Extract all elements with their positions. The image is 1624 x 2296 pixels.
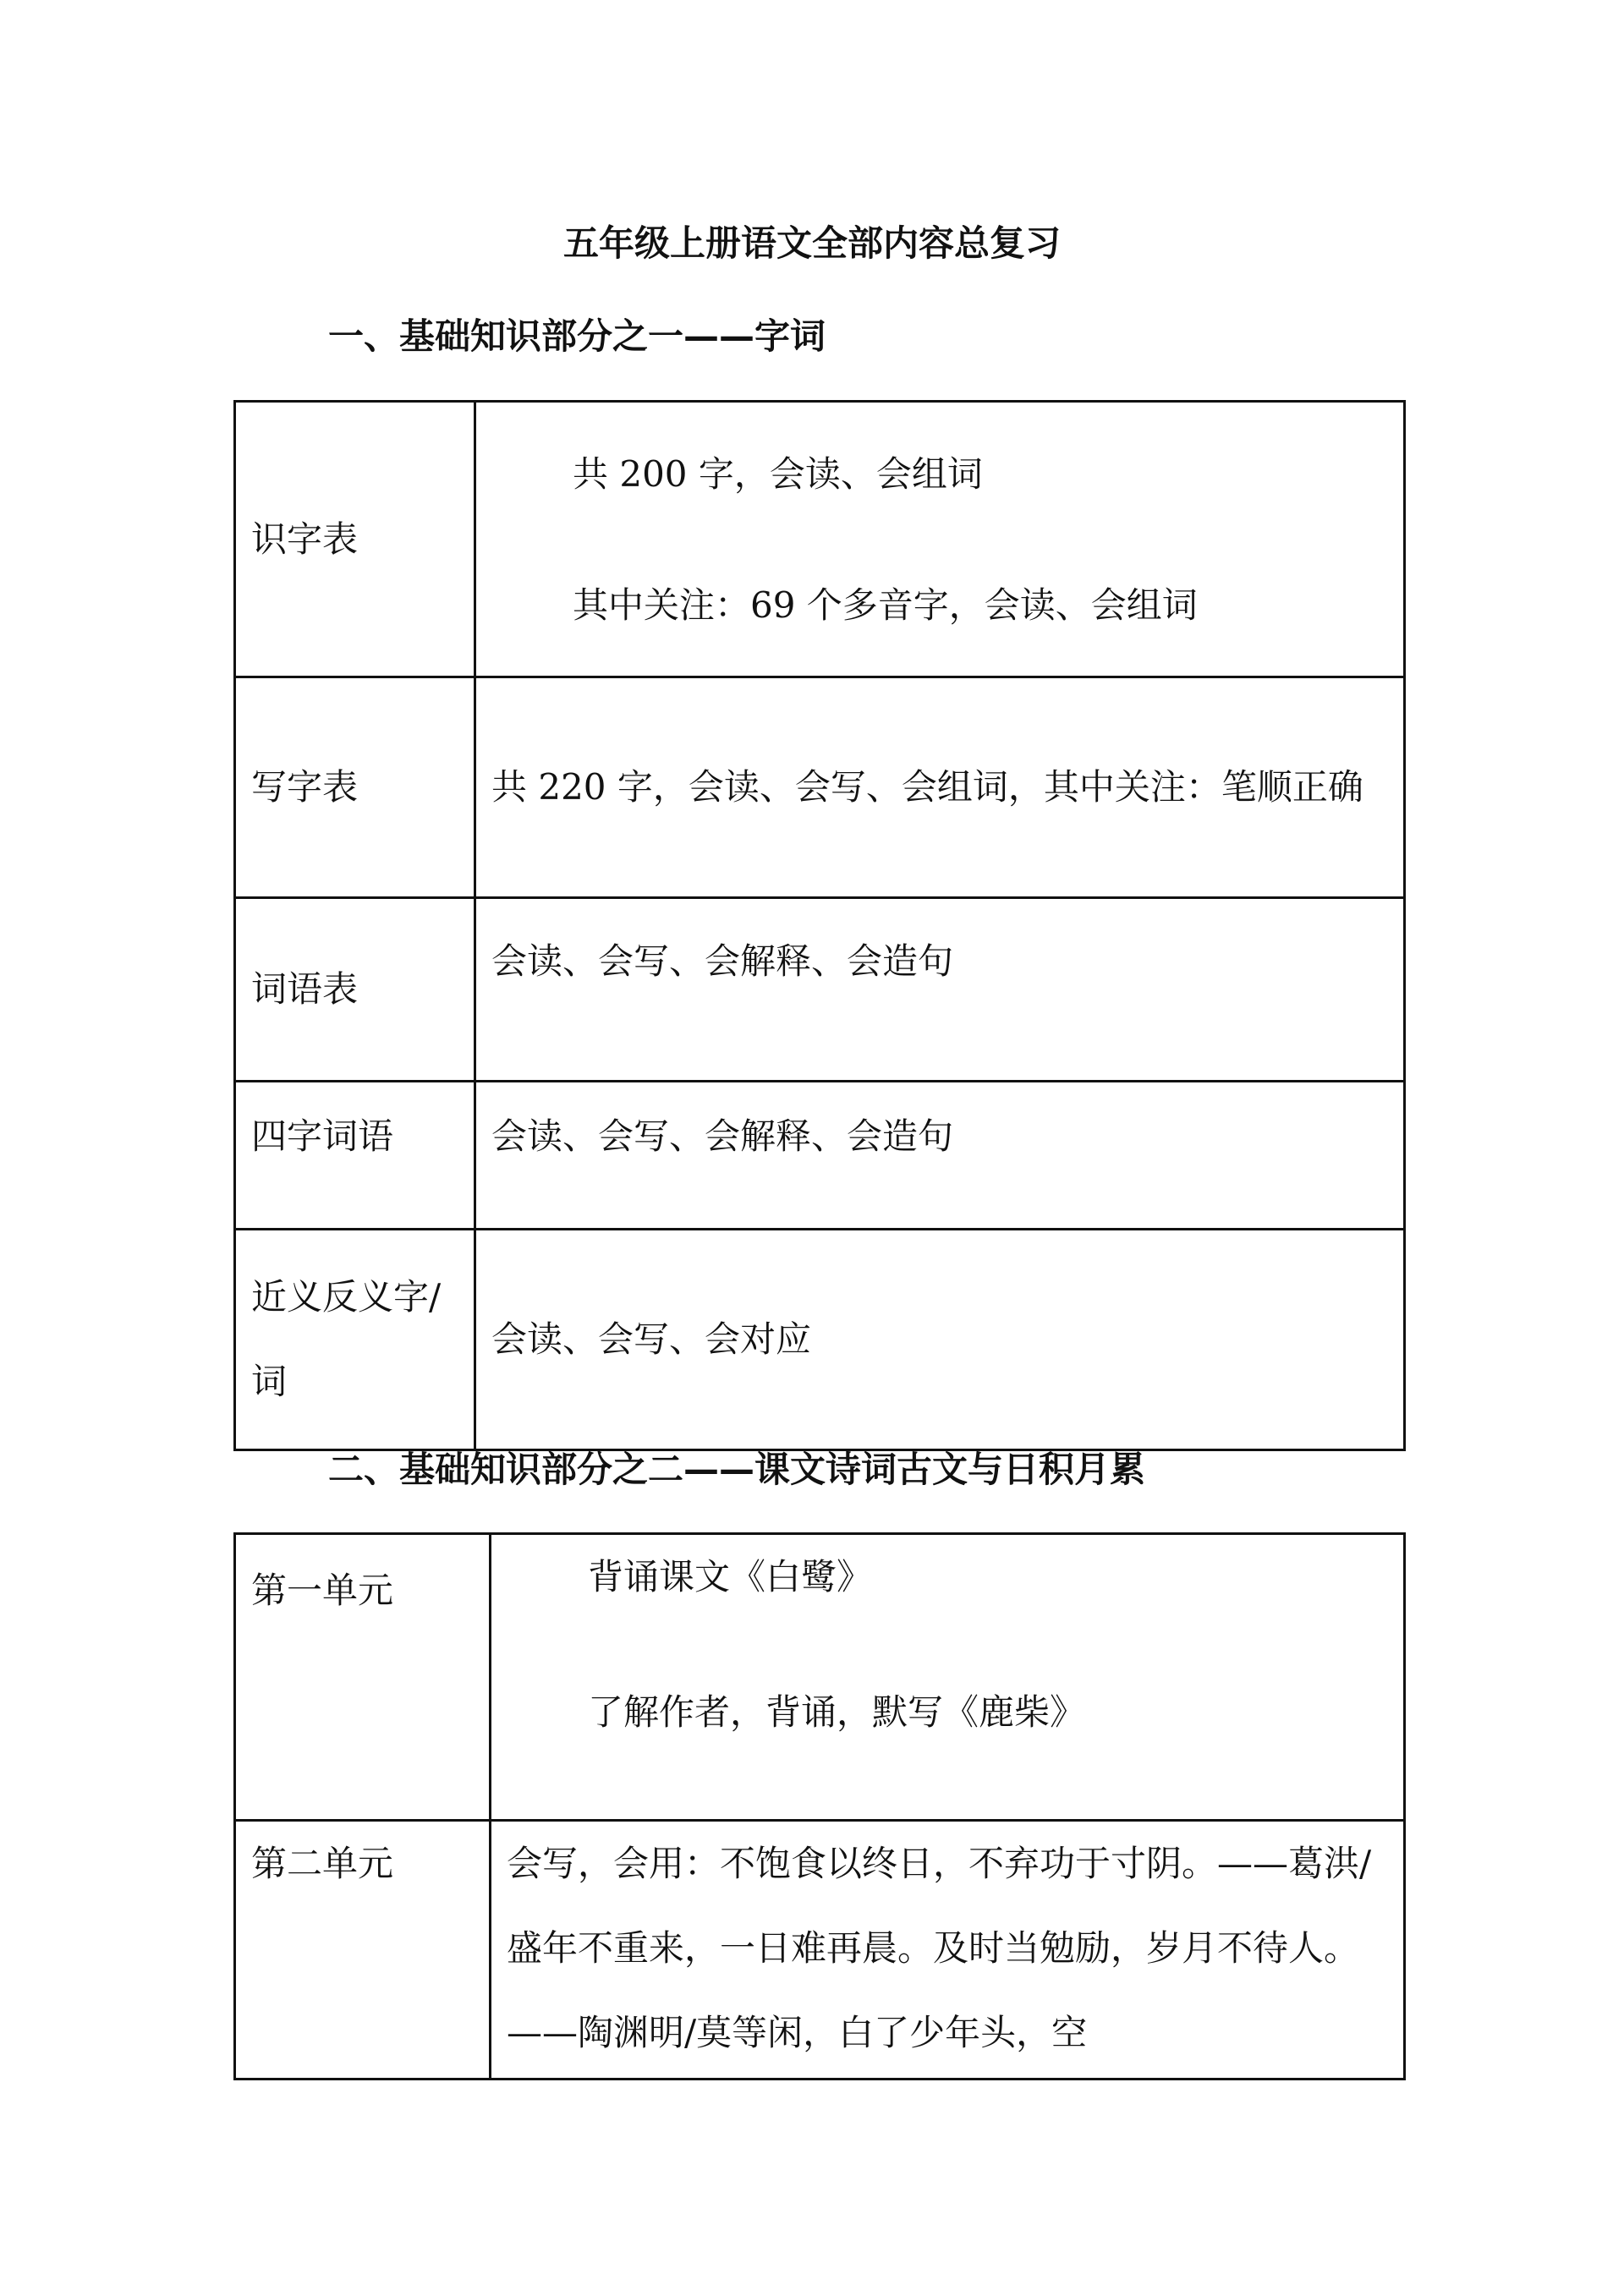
row-label: 识字表 bbox=[235, 402, 475, 677]
row-content: 会读、会写、会解释、会造句 bbox=[475, 1082, 1405, 1230]
row-content bbox=[475, 402, 1405, 677]
section-heading-words: 一、基础知识部分之一——字词 bbox=[328, 315, 826, 357]
table-row bbox=[235, 402, 1405, 677]
row-label: 近义反义字/词 bbox=[235, 1230, 475, 1450]
row-content: 会读、会写、会解释、会造句 bbox=[475, 898, 1405, 1082]
content-line: 共 200 字，会读、会组词 bbox=[573, 452, 983, 495]
row-label: 词语表 bbox=[235, 898, 475, 1082]
table-row bbox=[235, 1082, 1405, 1230]
row-label: 四字词语 bbox=[235, 1082, 475, 1230]
table-row bbox=[235, 1821, 1405, 2080]
table-row bbox=[235, 1230, 1405, 1450]
content-line: 了解作者，背诵，默写《鹿柴》 bbox=[588, 1691, 1086, 1733]
row-label: 第二单元 bbox=[235, 1821, 491, 2080]
row-content bbox=[491, 1534, 1405, 1821]
row-label: 第一单元 bbox=[235, 1534, 491, 1821]
row-label: 写字表 bbox=[235, 677, 475, 898]
row-content: 共 220 字，会读、会写、会组词，其中关注：笔顺正确 bbox=[475, 677, 1405, 898]
table-row bbox=[235, 677, 1405, 898]
row-content: 会写，会用：不饱食以终日，不弃功于寸阴。——葛洪/盛年不重来，一日难再晨。及时当勉励，岁月不待人。——陶渊明/莫等闲，白了少年头，空 bbox=[491, 1821, 1405, 2080]
table-row bbox=[235, 898, 1405, 1082]
words-table bbox=[233, 400, 1406, 1451]
section-heading-poems: 二、基础知识部分之二——课文诗词古文与日积月累 bbox=[328, 1449, 1146, 1490]
content-line: 背诵课文《白鹭》 bbox=[588, 1556, 873, 1597]
row-content: 会读、会写、会对应 bbox=[475, 1230, 1405, 1450]
content-line: 其中关注：69 个多音字，会读、会组词 bbox=[573, 584, 1198, 626]
poems-table bbox=[233, 1532, 1406, 2080]
table-row bbox=[235, 1534, 1405, 1821]
document-title: 五年级上册语文全部内容总复习 bbox=[562, 222, 1061, 264]
